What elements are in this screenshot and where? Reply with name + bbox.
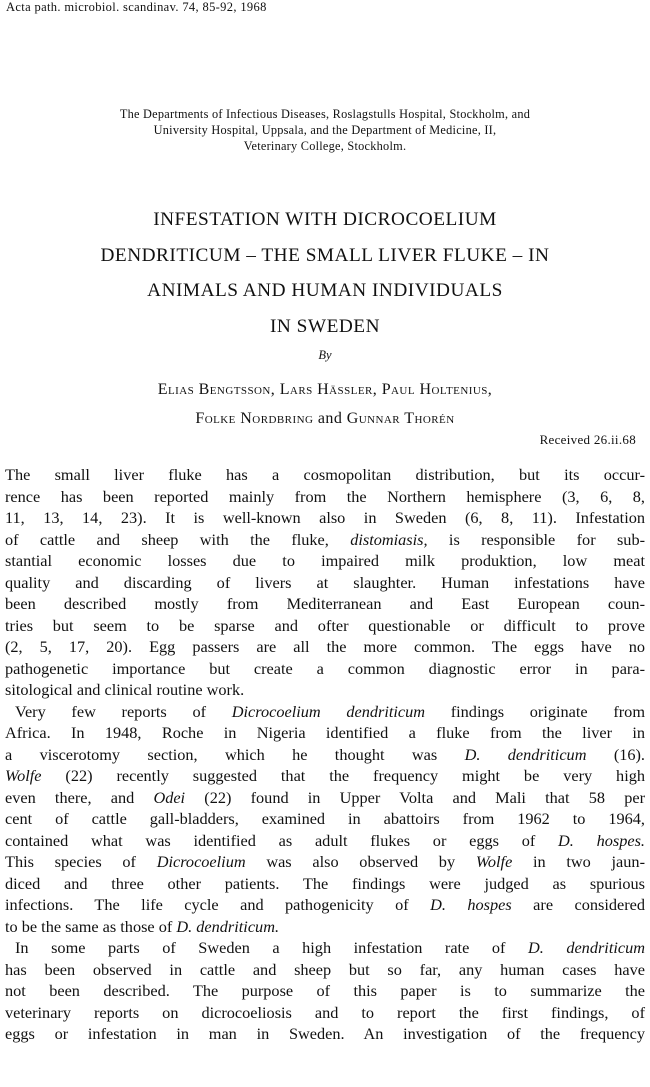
text-line: In some parts of Sweden a high infestation rate of D. dendriticum [15, 938, 645, 957]
paper-title [0, 202, 650, 344]
body-text [5, 464, 645, 1045]
text-line: cent of cattle gall-bladders, examined in abattoirs from 1962 to 1964, [5, 809, 645, 828]
text-line: Very few reports of Dicrocoelium dendriticum findings originate from [15, 701, 645, 721]
text-line: not been described. The purpose of this paper is to summarize the [5, 981, 645, 1000]
text-line: veterinary reports on dicrocoeliosis and to report the first findings, of [5, 1002, 645, 1022]
authors-line [0, 404, 650, 433]
affiliation-block [0, 106, 650, 154]
author-list [0, 375, 650, 433]
title-line: IN SWEDEN [270, 315, 380, 337]
text-line: diced and three other patients. The findings were judged as spurious [5, 873, 645, 893]
text-line: pathogenetic importance but create a common diagnostic error in para- [5, 658, 645, 678]
text-line: stantial economic losses due to impaired milk produktion, low meat [5, 551, 645, 570]
affiliation-line: University Hospital, Uppsala, and the Department of Medicine, II, [153, 123, 497, 137]
text-line: infections. The life cycle and pathogenicity of D. hospes are considered [5, 895, 646, 914]
text-line: quality and discarding of livers at slaughter. Human infestations have [5, 572, 645, 592]
author-name: Folke Nordbring [195, 410, 314, 427]
author-conjunction: and [317, 410, 343, 427]
text-line: 11, 13, 14, 23). It is well-known also in Sweden (6, 8, 11). Infestation [5, 508, 645, 527]
text-line: been described mostly from Mediterranean and East European coun- [5, 594, 645, 613]
journal-header: Acta path. microbiol. scandinav. 74, 85-92, 1968 [6, 0, 267, 14]
text-line: a viscerotomy section, which he thought was D. dendriticum (16). [5, 744, 646, 764]
received-date: Received 26.ii.68 [539, 432, 636, 447]
text-line: to be the same as those of D. dendriticum. [5, 916, 280, 936]
text-line: Africa. In 1948, Roche in Nigeria identified a fluke from the liver in [5, 723, 645, 742]
text-line: of cattle and sheep with the fluke, distomiasis, is responsible for sub- [5, 529, 646, 549]
text-line: rence has been reported mainly from the Northern hemisphere (3, 6, 8, [5, 486, 645, 506]
text-line: has been observed in cattle and sheep but so far, any human cases have [5, 959, 645, 979]
affiliation-line: The Departments of Infectious Diseases, Roslagstulls Hospital, Stockholm, and [119, 107, 531, 121]
text-line: Wolfe (22) recently suggested that the frequency might be very high [5, 766, 645, 785]
affiliation-line: Veterinary College, Stockholm. [243, 139, 407, 153]
text-line: (2, 5, 17, 20). Egg passers are all the more common. The eggs have no [5, 637, 645, 656]
title-line: INFESTATION WITH DICROCOELIUM [153, 209, 497, 230]
author-name: Gunnar Thorén [346, 410, 455, 427]
text-line: eggs or infestation in man in Sweden. An investigation of the frequency [5, 1024, 645, 1043]
by-label: By [318, 348, 332, 362]
title-line: ANIMALS AND HUMAN INDIVIDUALS [147, 280, 503, 301]
text-line: even there, and Odei (22) found in Upper Volta and Mali that 58 per [5, 787, 645, 807]
title-line: DENDRITICUM – THE SMALL LIVER FLUKE – IN [100, 244, 550, 266]
text-line: sitological and clinical routine work. [5, 680, 245, 699]
text-line: The small liver fluke has a cosmopolitan distribution, but its occur- [5, 465, 645, 484]
text-line: This species of Dicrocoelium was also observed by Wolfe in two jaun- [5, 852, 645, 871]
text-line: contained what was identified as adult flukes or eggs of D. hospes. [5, 830, 645, 850]
authors-line: Elias Bengtsson, Lars Hässler, Paul Holtenius, [157, 381, 493, 398]
text-line: tries but seem to be sparse and ofter questionable or difficult to prove [5, 615, 645, 635]
